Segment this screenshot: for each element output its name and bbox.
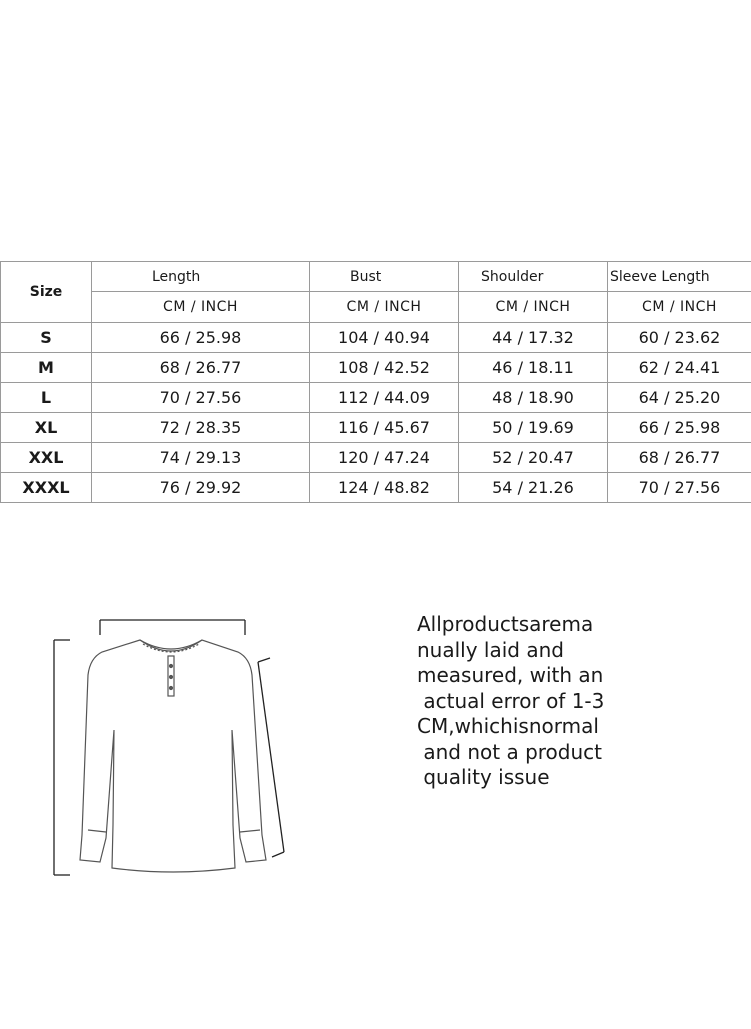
size-chart-table [0,261,751,503]
length-cell: 72 / 28.35 [92,413,310,443]
sleeve-length-cell: 70 / 27.56 [608,473,751,503]
shoulder-cell: 44 / 17.32 [459,323,608,353]
size-cell: L [1,383,92,413]
size-cell: XL [1,413,92,443]
size-cell: XXL [1,443,92,473]
length-measure-bracket [54,640,70,875]
sleeve-length-cell: 62 / 24.41 [608,353,751,383]
sleeve-length-unit-label: CM / INCH [608,292,751,323]
bust-cell: 112 / 44.09 [310,383,459,413]
shoulder-cell: 50 / 19.69 [459,413,608,443]
notice-line: measured, with an [417,663,604,687]
length-unit-label: CM / INCH [92,292,310,323]
bust-cell: 124 / 48.82 [310,473,459,503]
henley-shirt-diagram [40,600,290,890]
size-column-header: Size [1,262,92,323]
measurement-notice [417,612,717,791]
sleeve-length-cell: 66 / 25.98 [608,413,751,443]
bust-cell: 108 / 42.52 [310,353,459,383]
table-row [1,443,751,473]
notice-line: nually laid and [417,637,564,662]
table-row [1,323,751,353]
sleeve-length-cell: 64 / 25.20 [608,383,751,413]
bust-cell: 104 / 40.94 [310,323,459,353]
unit-row [1,292,751,323]
shoulder-measure-bracket [100,620,245,635]
shoulder-column-header: Shoulder [459,262,608,292]
notice-line: Allproductsarema [417,612,594,636]
sleeve-length-column-header: Sleeve Length [608,262,751,292]
length-cell: 70 / 27.56 [92,383,310,413]
bust-unit-label: CM / INCH [310,292,459,323]
shoulder-cell: 48 / 18.90 [459,383,608,413]
shoulder-cell: 46 / 18.11 [459,353,608,383]
bust-column-header: Bust [310,262,459,292]
length-cell: 74 / 29.13 [92,443,310,473]
length-cell: 68 / 26.77 [92,353,310,383]
size-cell: XXXL [1,473,92,503]
notice-line: actual error of 1-3 [417,688,605,713]
shirt-outline [80,640,266,872]
table-row [1,473,751,503]
bust-cell: 116 / 45.67 [310,413,459,443]
bust-cell: 120 / 47.24 [310,443,459,473]
length-cell: 76 / 29.92 [92,473,310,503]
notice-line: and not a product [417,739,602,764]
shoulder-cell: 52 / 20.47 [459,443,608,473]
table-row [1,413,751,443]
shoulder-unit-label: CM / INCH [459,292,608,323]
sleeve-length-cell: 68 / 26.77 [608,443,751,473]
table-row [1,383,751,413]
size-cell: M [1,353,92,383]
sleeve-length-cell: 60 / 23.62 [608,323,751,353]
shoulder-cell: 54 / 21.26 [459,473,608,503]
header-row [1,262,751,292]
table-row [1,353,751,383]
size-cell: S [1,323,92,353]
length-column-header: Length [92,262,310,292]
length-cell: 66 / 25.98 [92,323,310,353]
notice-line: quality issue [417,765,550,789]
notice-line: CM,whichisnormal [417,714,599,738]
